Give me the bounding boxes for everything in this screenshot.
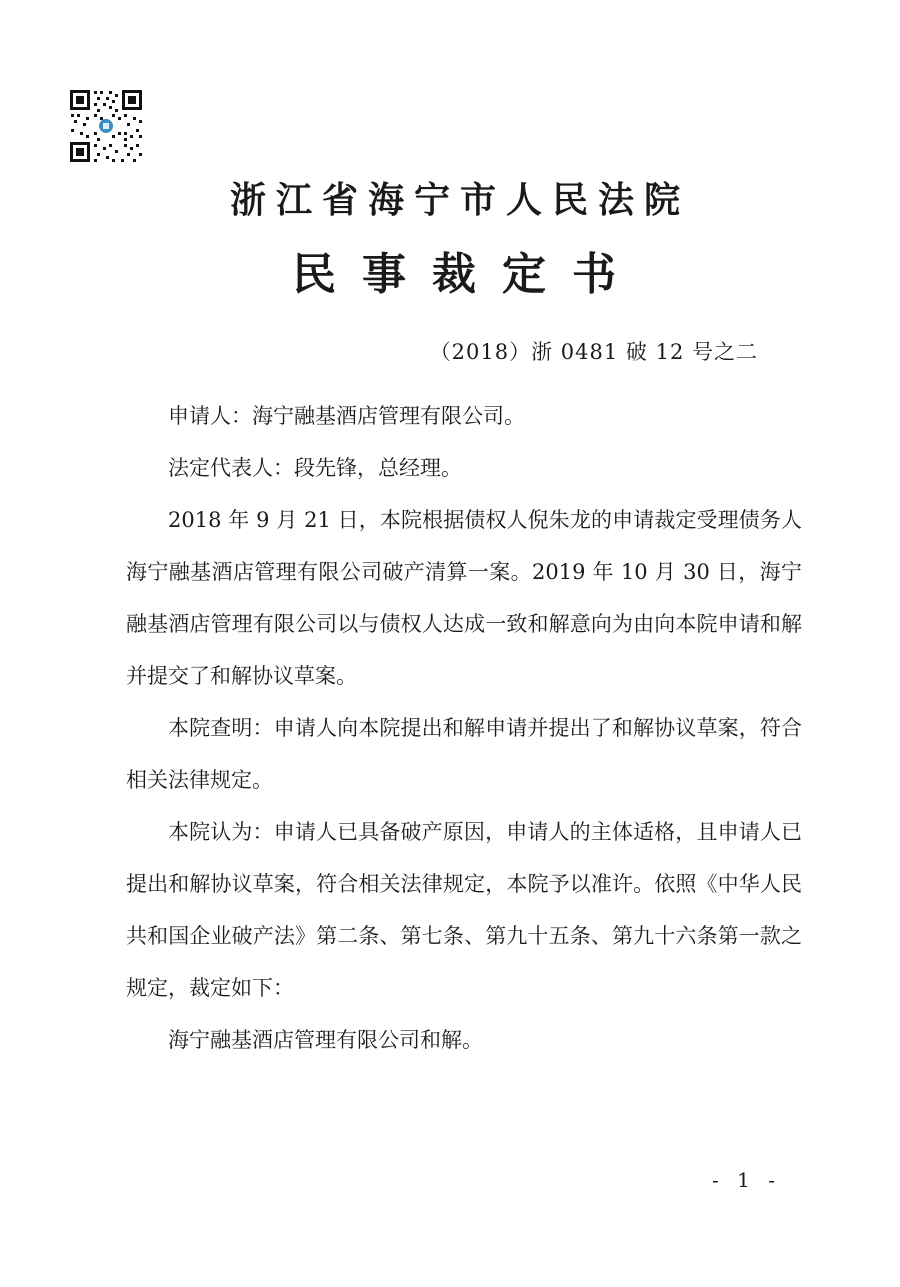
document-title: 民事裁定书 bbox=[292, 249, 642, 300]
qr-code-icon bbox=[68, 88, 144, 164]
applicant-paragraph: 申请人：海宁融基酒店管理有限公司。 bbox=[168, 404, 525, 428]
legal-representative-paragraph: 法定代表人：段先锋，总经理。 bbox=[168, 456, 462, 480]
page-number: - 1 - bbox=[712, 1168, 781, 1192]
court-opinion-paragraph: 本院认为：申请人已具备破产原因，申请人的主体适格，且申请人已提出和解协议草案，符合相关法律规定，本院予以准许。依照《中华人民共和国企业破产法》第二条、第七条、第九十五条、第九十六条第一款之规定，裁定如下： bbox=[126, 820, 802, 1000]
document-body bbox=[126, 390, 802, 1066]
case-number: （2018）浙 0481 破 12 号之二 bbox=[429, 340, 758, 364]
case-background-paragraph: 2018 年 9 月 21 日，本院根据债权人倪朱龙的申请裁定受理债务人海宁融基酒店管理有限公司破产清算一案。2019 年 10 月 30 日，海宁融基酒店管理有限公司以与债权人达成一致和解意向为由向本院申请和解并提交了和解协议草案。 bbox=[126, 508, 802, 688]
ruling-paragraph: 海宁融基酒店管理有限公司和解。 bbox=[168, 1028, 483, 1052]
court-findings-paragraph: 本院查明：申请人向本院提出和解申请并提出了和解协议草案，符合相关法律规定。 bbox=[126, 716, 802, 792]
court-name: 浙江省海宁市人民法院 bbox=[229, 179, 690, 221]
